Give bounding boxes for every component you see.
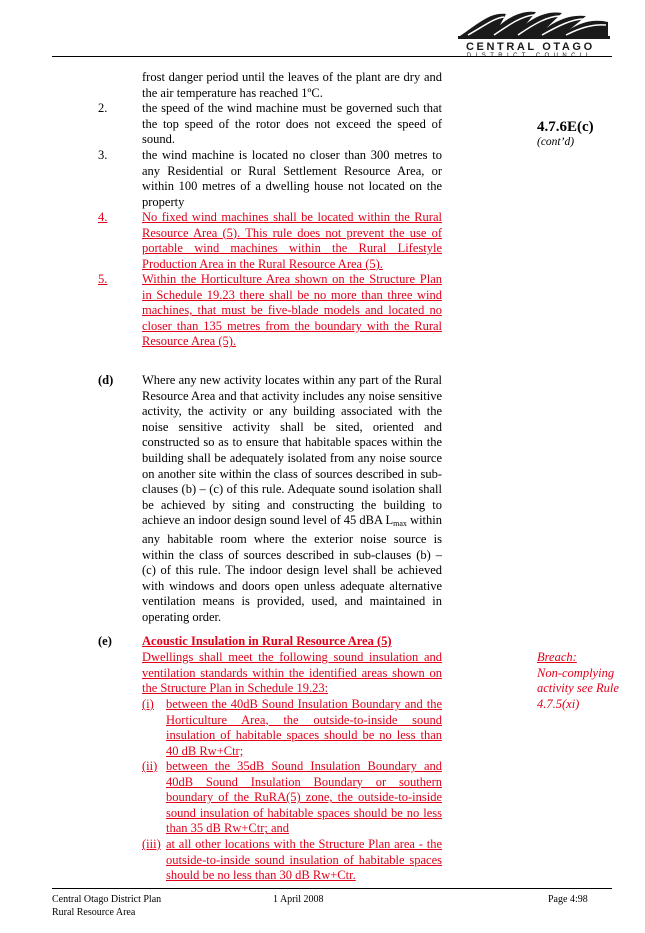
clause-d-text-part: Where any new activity locates within any part of the Rural Resource Area and that activity includes any noise sensitive activity, the activity or any building associated with the noise sensitive activity shall be sited, oriented and constructed so as to ensure that habitable spaces within the building shall be adequately isolated from any noise source on another site within the class of sources described in sub-clauses (b) – (c) of this rule. Adequate sound isolation shall be achieved by siting and constructing the building to achieve an indoor design sound level of 45 dBA L <box>142 373 442 528</box>
clause-c-item-text-amended: No fixed wind machines shall be located within the Rural Resource Area (5). This rule does not prevent the use of portable wind machines within the Rural Lifestyle Production Area in the Rural Resource Area (5). <box>142 210 442 271</box>
clause-e-item-text: at all other locations with the Structure Plan area - the outside-to-inside sound insulation of habitable spaces should be no less than 30 dB Rw+Ctr. <box>166 837 442 883</box>
clause-e-item-text: between the 35dB Sound Insulation Boundary and 40dB Sound Insulation Boundary or southern boundary of the RuRA(5) zone, the outside-to-inside sound insulation of habitable spaces should be no less than 35 dB Rw+Ctr; and <box>166 759 442 836</box>
clause-c-item-number: 2. <box>98 101 108 115</box>
rule-continued-note: (cont’d) <box>537 136 575 148</box>
clause-e-intro: Dwellings shall meet the following sound insulation and ventilation standards within the identified areas shown on the Structure Plan in Schedule 19.23: <box>142 650 442 696</box>
breach-note <box>537 650 637 712</box>
clause-c-item-text: the speed of the wind machine must be governed such that the top speed of the rotor does not exceed the speed of sound. <box>142 101 442 147</box>
header-divider <box>52 56 612 57</box>
clause-c-item-number-amended: 5. <box>98 272 108 286</box>
footer-page-number: Page 4:98 <box>548 894 588 905</box>
clause-c-item-number: 3. <box>98 148 108 162</box>
clause-c-item-text-amended: Within the Horticulture Area shown on the Structure Plan in Schedule 19.23 there shall be no more than three wind machines, that must be five-blade models and located no closer than 135 metres from the boundary with the Rural Resource Area (5). <box>142 272 442 349</box>
clause-e-item-number: (ii) <box>142 759 158 773</box>
logo-title: CENTRAL OTAGO <box>466 41 595 53</box>
clause-e-item-text: between the 40dB Sound Insulation Boundary and the Horticulture Area, the outside-to-inside sound insulation of habitable spaces should be no less than 40 dB Rw+Ctr; <box>166 697 442 758</box>
clause-d-text <box>142 373 442 626</box>
clause-c-item-text: the wind machine is located no closer than 300 metres to any Residential or Rural Settlement Resource Area, or within 100 metres of a dwelling house not located on the property <box>142 148 442 209</box>
footer-divider <box>52 888 612 889</box>
footer-document-title: Central Otago District Plan <box>52 894 162 905</box>
council-logo <box>458 6 610 58</box>
lmax-subscript: max <box>393 519 407 529</box>
logo-subtitle: DISTRICT COUNCIL <box>467 53 594 59</box>
clause-d-text-part: within any habitable room where the exterior noise source is within the class of sources described in sub-clauses (b) – (c) of this rule. The indoor design level shall be achieved with windows and doors open unless adequate alternative ventilation means is provided, used, and maintained in operating order. <box>142 513 442 624</box>
clause-e-item-number: (i) <box>142 697 154 711</box>
clause-e-heading: Acoustic Insulation in Rural Resource Area (5) <box>142 634 392 648</box>
clause-e-label: (e) <box>98 634 112 648</box>
footer-section: Rural Resource Area <box>52 907 136 918</box>
footer-date: 1 April 2008 <box>273 894 324 905</box>
clause-c-continuation: frost danger period until the leaves of the plant are dry and the air temperature has reached 1ºC. <box>142 70 442 100</box>
clause-e-item-number: (iii) <box>142 837 161 851</box>
clause-c-item-number-amended: 4. <box>98 210 108 224</box>
breach-title: Breach: <box>537 650 577 664</box>
clause-d-label: (d) <box>98 373 114 387</box>
rule-reference: 4.7.6E(c) <box>537 119 594 135</box>
hills-logo-icon <box>458 6 610 40</box>
breach-text: Non-complying activity see Rule 4.7.5(xi) <box>537 665 619 711</box>
